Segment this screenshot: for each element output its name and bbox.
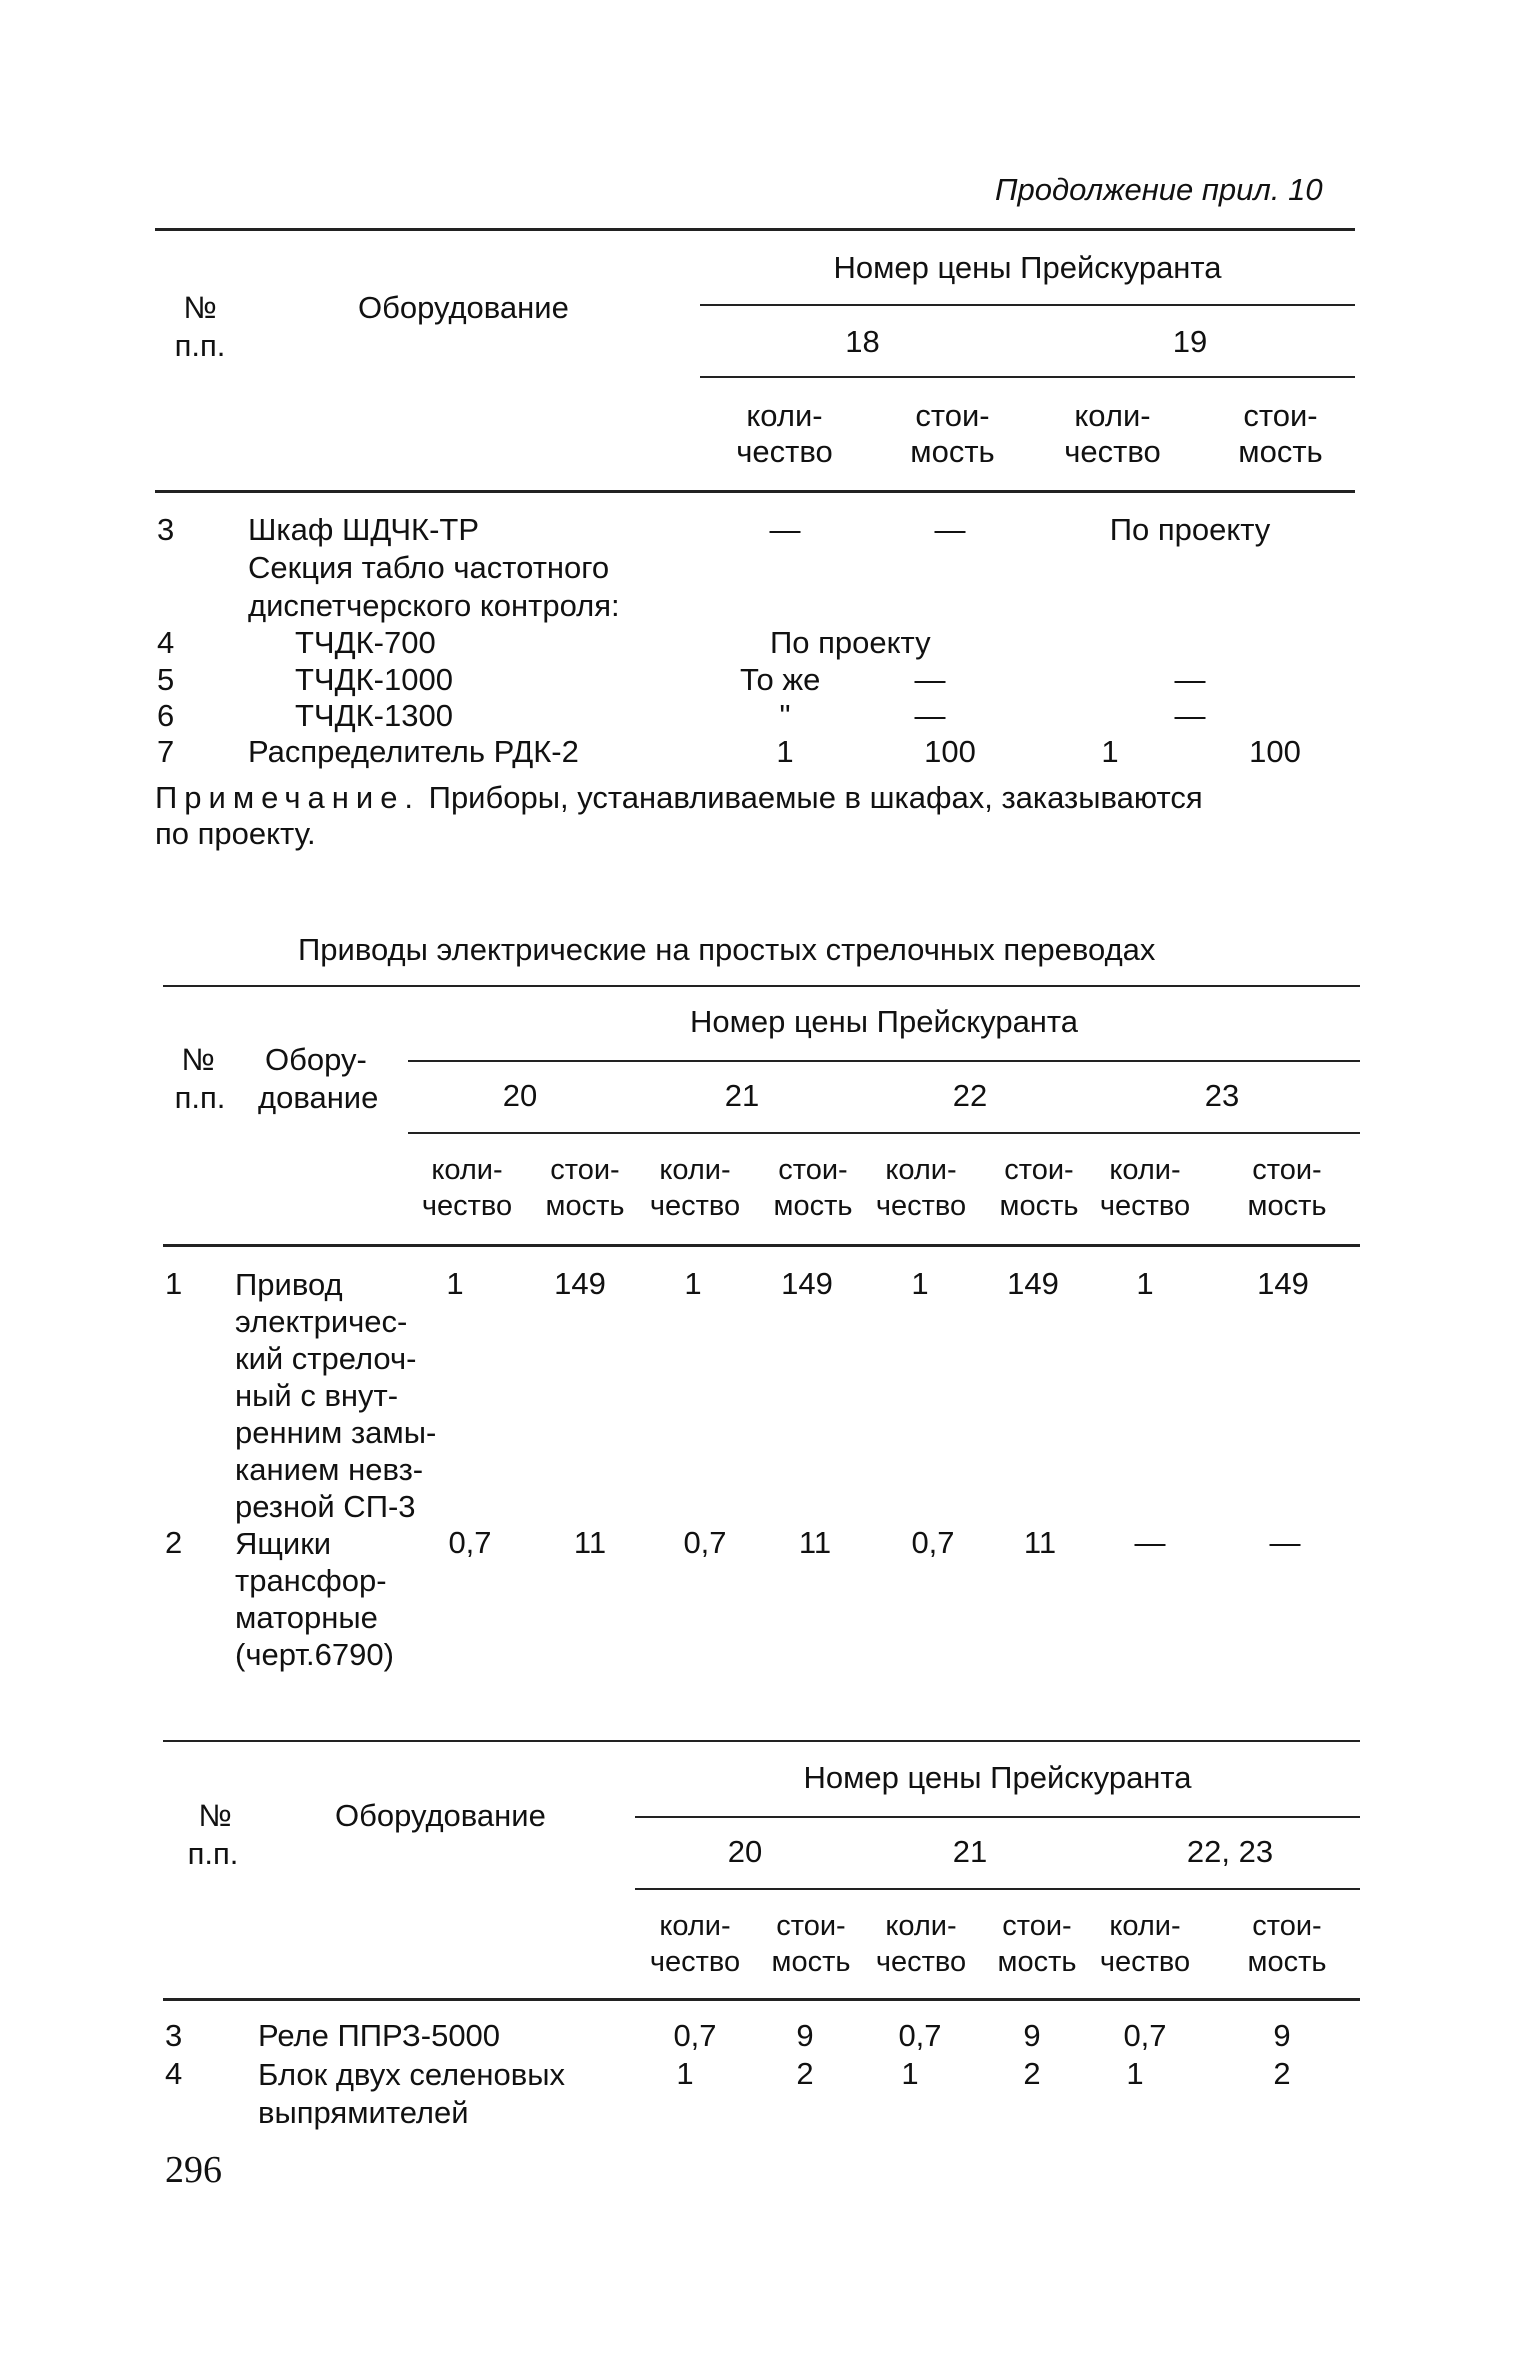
price-header-rule (635, 1816, 1360, 1818)
row-val: 2 (1023, 2056, 1041, 2091)
sub-qty-22-23: коли- чество (1099, 1910, 1191, 1978)
row-no: 5 (157, 662, 175, 697)
sub-qty-21: коли- чество (649, 1154, 741, 1222)
col-no-top: № (198, 1798, 232, 1833)
sub-cost-22: стои- мость (999, 1154, 1079, 1222)
col-no-bottom: п.п. (174, 1080, 226, 1115)
price-number-22: 22 (952, 1078, 988, 1113)
col-equipment-bottom: дование (258, 1080, 379, 1115)
sub-qty-18: коли- чество (736, 398, 833, 469)
row-val: По проекту (1109, 512, 1271, 547)
sub-qty-22: коли- чество (875, 1154, 967, 1222)
row-no: 2 (165, 1525, 183, 1560)
sub-qty-21: коли- чество (875, 1910, 967, 1978)
row-val: 149 (1007, 1266, 1059, 1301)
table-2-header-rule (163, 1244, 1360, 1247)
continuation-header: Продолжение прил. 10 (995, 172, 1323, 207)
row-name: Ящики трансфор- маторные (черт.6790) (235, 1526, 394, 1672)
row-val: 149 (554, 1266, 606, 1301)
row-val: 9 (1023, 2018, 1041, 2053)
row-val: — (1134, 1525, 1166, 1560)
row-val: — (934, 512, 966, 547)
row-val: — (1269, 1525, 1301, 1560)
col-no-top: № (183, 290, 217, 325)
sub-cost-21: стои- мость (773, 1154, 853, 1222)
row-val: 0,7 (1123, 2018, 1167, 2053)
row-name: ТЧДК-1300 (295, 698, 453, 733)
row-val: 2 (796, 2056, 814, 2091)
row-no: 6 (157, 698, 175, 733)
row-val: 0,7 (898, 2018, 942, 2053)
row-val: 1 (676, 2056, 694, 2091)
row-no: 4 (157, 625, 175, 660)
sub-qty-23: коли- чество (1099, 1154, 1191, 1222)
table-2-top-rule (163, 985, 1360, 987)
row-val: То же (740, 662, 821, 697)
row-name: диспетчерского контроля: (248, 588, 620, 623)
price-header: Номер цены Прейскуранта (833, 250, 1222, 285)
row-val: По проекту (770, 625, 931, 660)
price-number-23: 23 (1204, 1078, 1240, 1113)
sub-qty-20: коли- чество (649, 1910, 741, 1978)
price-number-21: 21 (724, 1078, 760, 1113)
row-val: 1 (1136, 1266, 1154, 1301)
price-number-rule (700, 376, 1355, 378)
price-number-20: 20 (727, 1834, 763, 1869)
row-name: Секция табло частотного (248, 550, 610, 585)
table-1-note: Примечание. Приборы, устанавливаемые в шкафах, заказываются по проекту. (155, 780, 1203, 851)
row-val: 100 (924, 734, 976, 769)
row-name: Шкаф ШДЧК-ТР (248, 512, 480, 547)
row-val: 0,7 (673, 2018, 717, 2053)
sub-cost-19: стои- мость (1238, 398, 1323, 469)
col-no-bottom: п.п. (187, 1836, 239, 1871)
table-3-top-rule (163, 1740, 1360, 1742)
row-val: 9 (796, 2018, 814, 2053)
sub-cost-22-23: стои- мость (1247, 1910, 1327, 1978)
col-no-top: № (181, 1042, 215, 1077)
sub-cost-21: стои- мость (997, 1910, 1077, 1978)
table-1-header-rule (155, 490, 1355, 493)
sub-qty-19: коли- чество (1064, 398, 1161, 469)
col-equipment: Оборудование (358, 290, 569, 325)
table-3-header-rule (163, 1998, 1360, 2001)
price-number-22-23: 22, 23 (1186, 1834, 1274, 1869)
row-val: 0,7 (683, 1525, 727, 1560)
price-number-19: 19 (1172, 324, 1208, 359)
col-equipment: Оборудование (335, 1798, 546, 1833)
row-val: — (769, 512, 801, 547)
row-val: 1 (1126, 2056, 1144, 2091)
row-no: 7 (157, 734, 175, 769)
row-no: 4 (165, 2056, 183, 2091)
row-val: 100 (1249, 734, 1301, 769)
row-val: 1 (901, 2056, 919, 2091)
row-name: Блок двух селеновых выпрямителей (258, 2057, 565, 2130)
row-val: " (779, 698, 791, 733)
row-name: Распределитель РДК-2 (248, 734, 579, 769)
row-val: — (914, 662, 946, 697)
row-name: Привод электричес- кий стрелоч- ный с внут- ренним замы- канием невз- резной СП-3 (235, 1267, 437, 1524)
row-val: — (1174, 698, 1206, 733)
col-equipment-top: Обору- (265, 1042, 367, 1077)
price-header: Номер цены Прейскуранта (803, 1760, 1192, 1795)
row-val: 11 (1023, 1525, 1057, 1560)
row-val: 11 (573, 1525, 607, 1560)
row-val: 149 (781, 1266, 833, 1301)
row-val: 9 (1273, 2018, 1291, 2053)
row-val: 1 (684, 1266, 702, 1301)
row-val: 149 (1257, 1266, 1309, 1301)
row-val: 2 (1273, 2056, 1291, 2091)
price-header-rule (408, 1060, 1360, 1062)
row-val: 1 (446, 1266, 464, 1301)
row-name: ТЧДК-1000 (295, 662, 453, 697)
price-header: Номер цены Прейскуранта (689, 1004, 1079, 1039)
price-number-rule (635, 1888, 1360, 1890)
table-1-top-rule (155, 228, 1355, 231)
row-val: 11 (798, 1525, 832, 1560)
row-name: Реле ППРЗ-5000 (258, 2018, 501, 2053)
price-number-21: 21 (952, 1834, 988, 1869)
row-name: ТЧДК-700 (295, 625, 436, 660)
row-val: 1 (1101, 734, 1119, 769)
price-number-rule (408, 1132, 1360, 1134)
price-header-rule (700, 304, 1355, 306)
row-no: 3 (157, 512, 175, 547)
sub-cost-20: стои- мость (771, 1910, 851, 1978)
price-number-20: 20 (502, 1078, 538, 1113)
row-val: 1 (776, 734, 794, 769)
row-no: 3 (165, 2018, 183, 2053)
sub-qty-20: коли- чество (421, 1154, 513, 1222)
row-val: 1 (911, 1266, 929, 1301)
price-number-18: 18 (845, 324, 880, 359)
sub-cost-20: стои- мость (545, 1154, 625, 1222)
row-val: 0,7 (911, 1525, 955, 1560)
col-no-bottom: п.п. (174, 328, 226, 363)
page-number: 296 (165, 2149, 222, 2191)
table-2-title: Приводы электрические на простых стрелочных переводах (298, 932, 1156, 967)
row-val: — (914, 698, 946, 733)
sub-cost-23: стои- мость (1247, 1154, 1327, 1222)
row-val: 0,7 (448, 1525, 492, 1560)
sub-cost-18: стои- мость (910, 398, 995, 469)
row-val: — (1174, 662, 1206, 697)
row-no: 1 (165, 1266, 183, 1301)
